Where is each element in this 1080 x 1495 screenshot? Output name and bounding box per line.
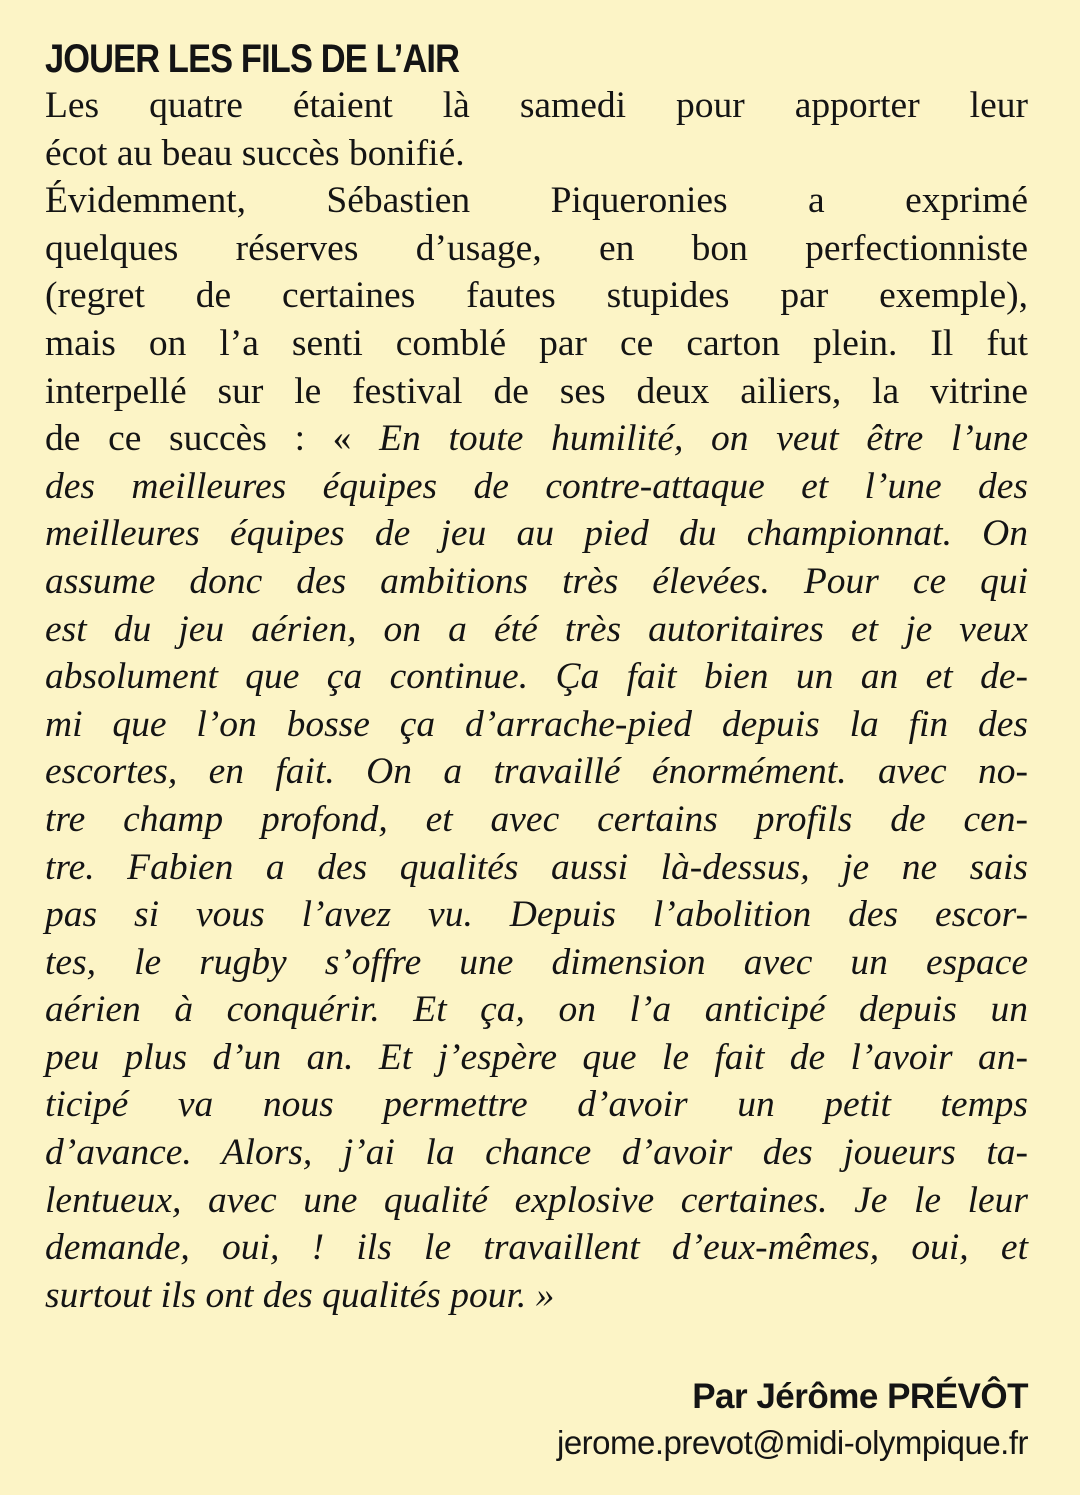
body-line: escortes, en fait. On a travaillé énormément. avec no- bbox=[45, 751, 1028, 793]
body-line: Les quatre étaient là samedi pour apporter leur bbox=[45, 85, 1028, 126]
body-line-lead: de ce succès : « bbox=[45, 418, 380, 460]
byline bbox=[557, 1374, 1028, 1466]
body-line: interpellé sur le festival de ses deux ailiers, la vitrine bbox=[45, 370, 1028, 412]
body-line: surtout ils ont des qualités pour. » bbox=[45, 1274, 555, 1316]
body-line: lentueux, avec une qualité explosive certaines. Je le leur bbox=[45, 1179, 1028, 1221]
article bbox=[45, 36, 1028, 1319]
body-line: tes, le rugby s’offre une dimension avec un espace bbox=[45, 941, 1028, 983]
body-line: écot au beau succès bonifié. bbox=[45, 132, 465, 174]
article-body bbox=[45, 82, 1028, 1319]
body-line: assume donc des ambitions très élevées. Pour ce qui bbox=[45, 560, 1028, 602]
body-line: pas si vous l’avez vu. Depuis l’abolition des escor- bbox=[45, 894, 1028, 936]
body-line: aérien à conquérir. Et ça, on l’a anticipé depuis un bbox=[45, 989, 1028, 1031]
body-line: meilleures équipes de jeu au pied du championnat. On bbox=[45, 513, 1028, 555]
body-line: quelques réserves d’usage, en bon perfectionniste bbox=[45, 227, 1028, 269]
body-line: demande, oui, ! ils le travaillent d’eux-mêmes, oui, et bbox=[45, 1227, 1028, 1269]
body-line: mais on l’a senti comblé par ce carton plein. Il fut bbox=[45, 322, 1028, 364]
quote-text: En toute humilité, on veut être l’une bbox=[379, 418, 1028, 460]
body-line: ticipé va nous permettre d’avoir un petit temps bbox=[45, 1084, 1028, 1126]
author-email[interactable]: jerome.prevot@midi-olympique.fr bbox=[557, 1424, 1028, 1461]
body-line: tre. Fabien a des qualités aussi là-dessus, je ne sais bbox=[45, 846, 1028, 888]
author-name: Par Jérôme PRÉVÔT bbox=[692, 1377, 1028, 1416]
body-line: mi que l’on bosse ça d’arrache-pied depuis la fin des bbox=[45, 703, 1028, 745]
body-line: Évidemment, Sébastien Piqueronies a exprimé bbox=[45, 180, 1028, 222]
headline: JOUER LES FILS DE L’AIR bbox=[45, 37, 460, 81]
body-line: tre champ profond, et avec certains profils de cen- bbox=[45, 798, 1028, 840]
body-line: d’avance. Alors, j’ai la chance d’avoir des joueurs ta- bbox=[45, 1132, 1028, 1174]
body-line bbox=[45, 415, 1028, 463]
body-line: (regret de certaines fautes stupides par exemple), bbox=[45, 275, 1028, 317]
body-line: est du jeu aérien, on a été très autoritaires et je veux bbox=[45, 608, 1028, 650]
body-line: absolument que ça continue. Ça fait bien un an et de- bbox=[45, 656, 1028, 698]
body-line: peu plus d’un an. Et j’espère que le fait de l’avoir an- bbox=[45, 1036, 1028, 1078]
body-line: des meilleures équipes de contre-attaque et l’une des bbox=[45, 465, 1028, 507]
